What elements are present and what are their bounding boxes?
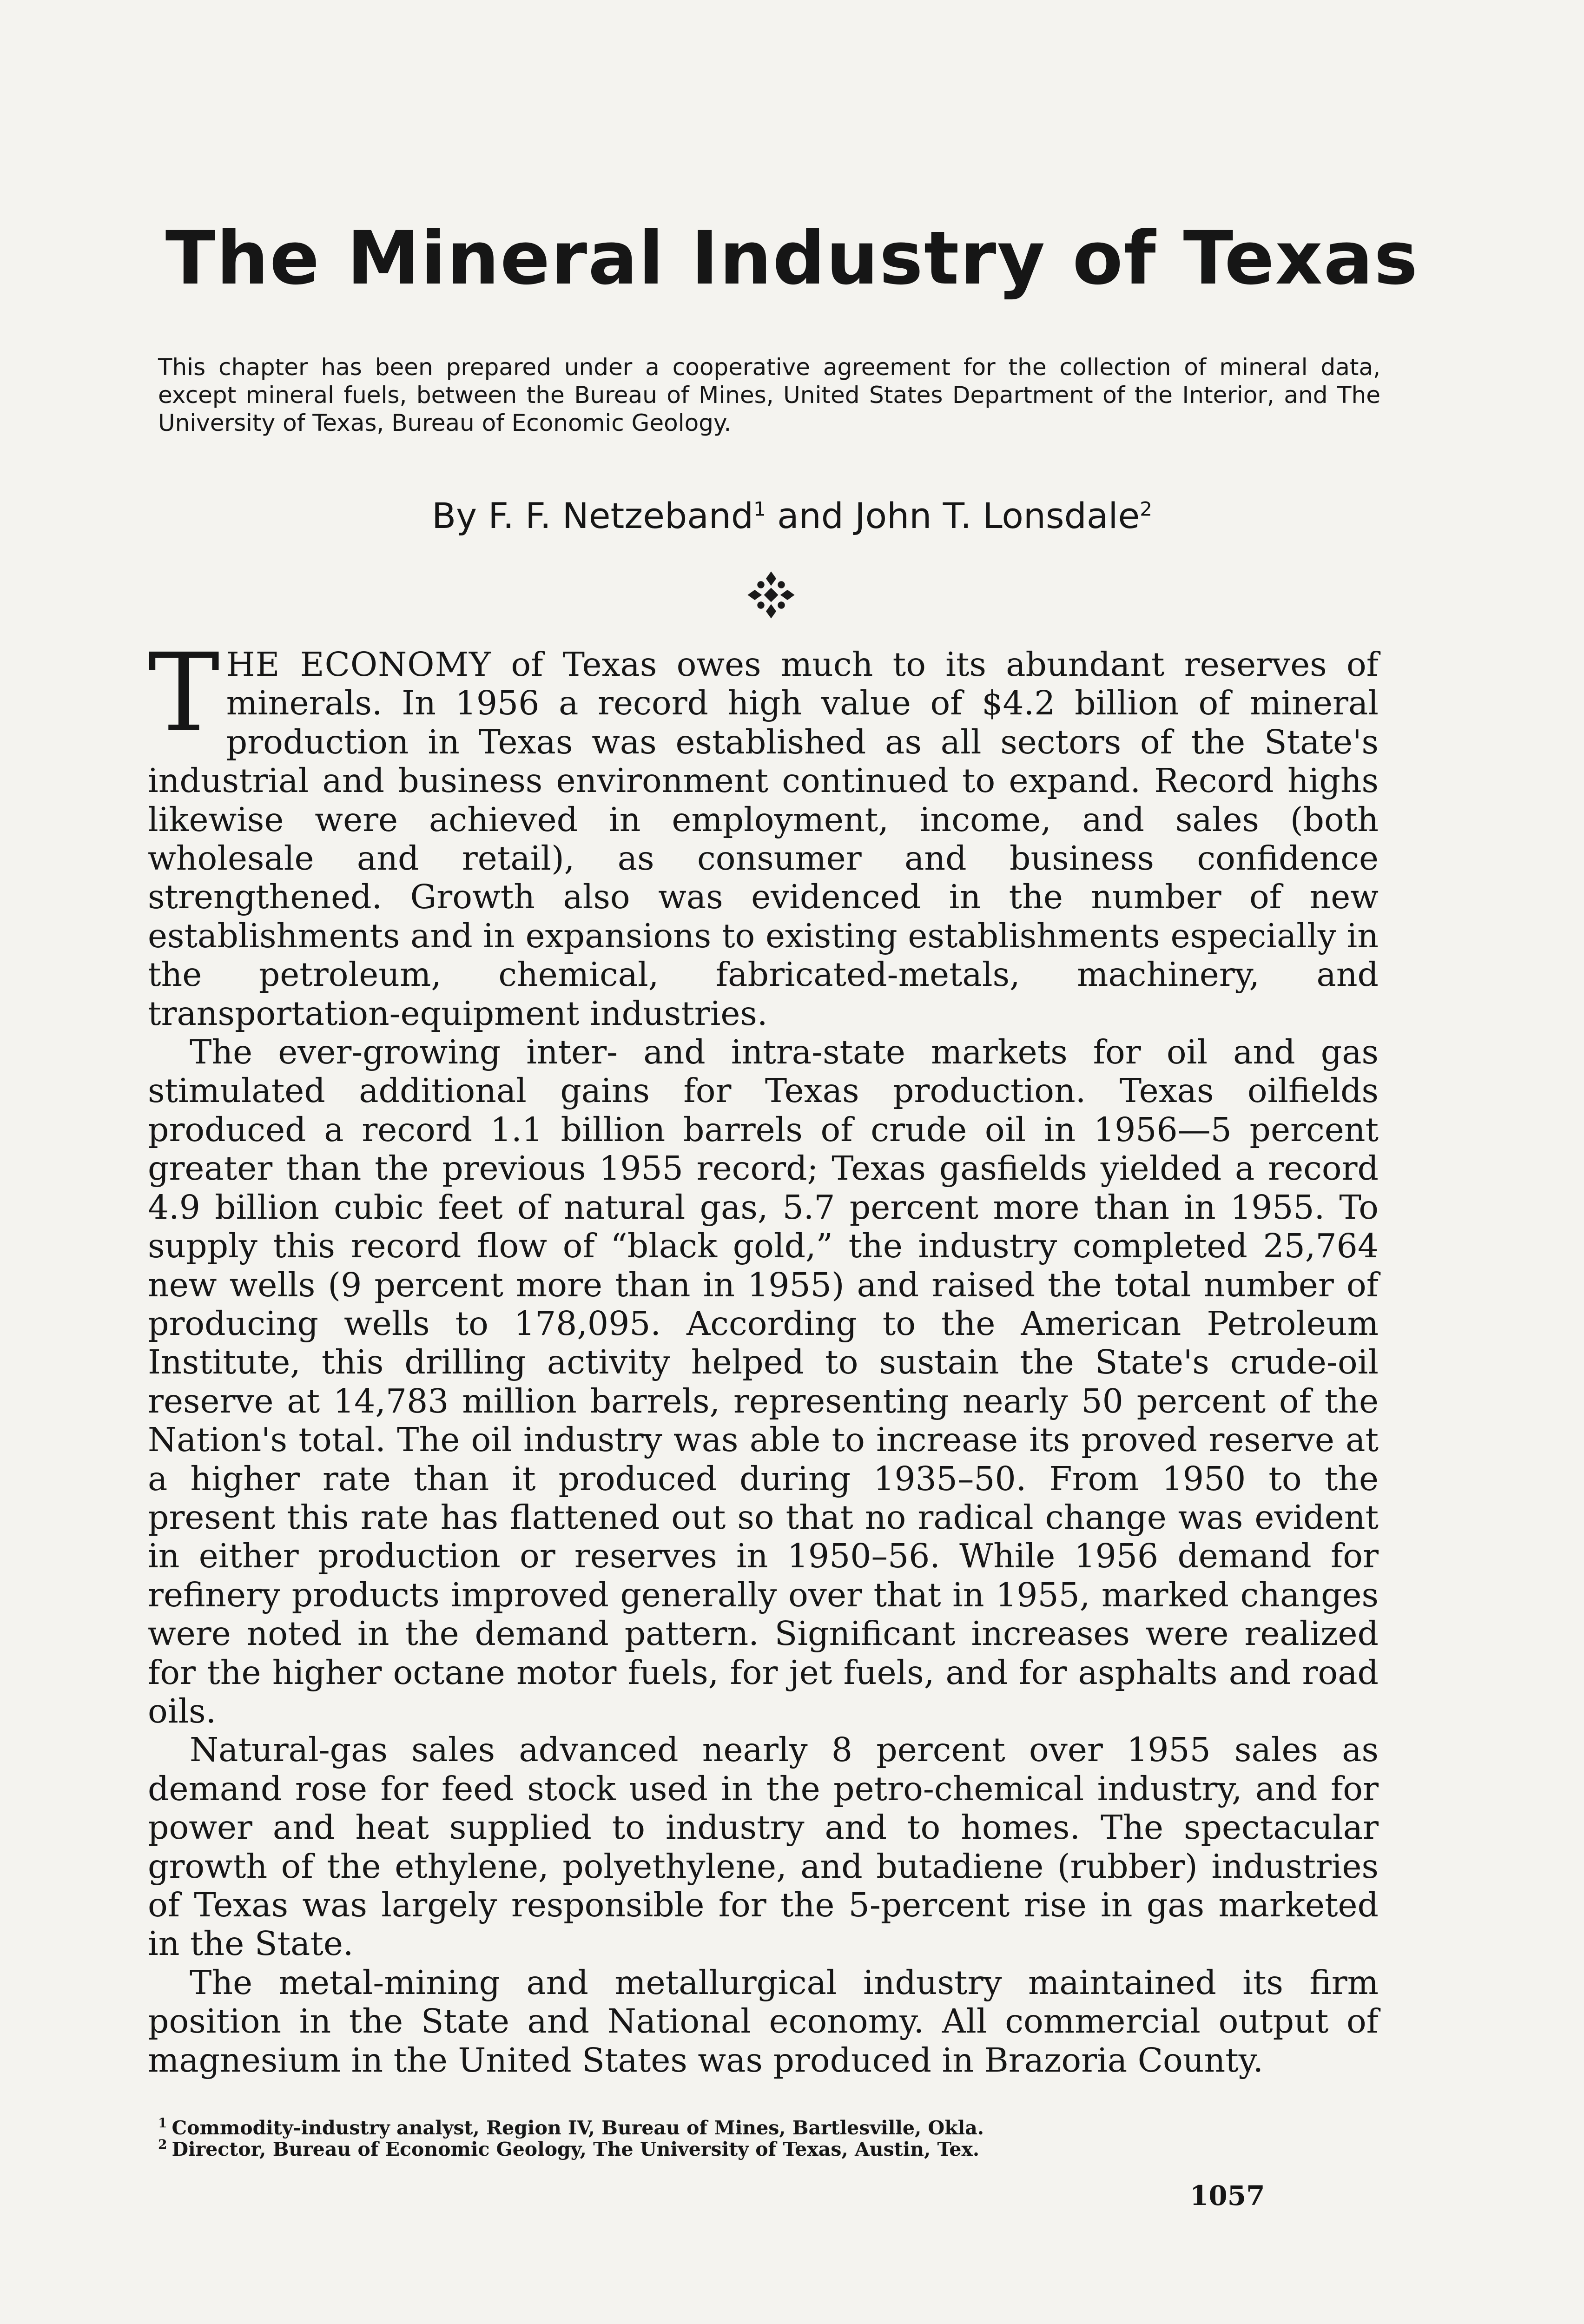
lead-paragraph <box>148 630 1379 1033</box>
author-1: By F. F. Netzeband <box>431 495 754 536</box>
lead-text: of Texas owes much to its abundant reserves of minerals. In 1956 a record high value of $4.2 billion of mineral production in Texas was established as all sectors of the State's industrial and business environment continued to expand. Record highs likewise were achieved in employment, income, and sales (both wholesale and retail), as consumer and business confidence strengthened. Growth also was evidenced in the number of new establishments and in expansions to existing establishments especially in the petroleum, chemical, fabricated-metals, machinery, and transportation-equipment industries. <box>148 645 1379 1033</box>
page-title: The Mineral Industry of Texas <box>165 216 1419 301</box>
footnote-ref-2: 2 <box>1140 497 1153 521</box>
footnote-mark-1: 1 <box>158 2115 167 2131</box>
article-body <box>148 630 1379 2080</box>
byline <box>0 495 1584 536</box>
chapter-note: This chapter has been prepared under a cooperative agreement for the collection of mineral data, except mineral fuels, between the Bureau of Mines, United States Department of the Interior, and The University of Texas, Bureau of Economic Geology. <box>158 354 1380 436</box>
drop-cap: T <box>148 630 220 756</box>
footnote-text-1: Commodity-industry analyst, Region IV, Bureau of Mines, Bartlesville, Okla. <box>172 2117 984 2139</box>
footnote-ref-1: 1 <box>753 497 766 521</box>
footnote-text-2: Director, Bureau of Economic Geology, The University of Texas, Austin, Tex. <box>172 2138 980 2160</box>
lead-caps: HE ECONOMY <box>226 645 492 684</box>
diamond-fleuron-icon <box>746 569 797 621</box>
footnote-mark-2: 2 <box>158 2137 167 2152</box>
author-2: and John T. Lonsdale <box>766 495 1140 536</box>
footnote-1 <box>158 2117 1366 2139</box>
page-number: 1057 <box>1190 2180 1265 2212</box>
footnotes <box>158 2117 1366 2160</box>
paragraph-natural-gas: Natural-gas sales advanced nearly 8 percent over 1955 sales as demand rose for feed stock used in the petro-chemical industry, and for power and heat supplied to industry and to homes. The spectacular growth of the ethylene, polyethylene, and butadiene (rubber) industries of Texas was largely responsible for the 5-percent rise in gas marketed in the State. <box>148 1730 1379 1963</box>
footnote-2 <box>158 2139 1366 2160</box>
paragraph-oil-gas: The ever-growing inter- and intra-state markets for oil and gas stimulated additional gains for Texas production. Texas oilfields produced a record 1.1 billion barrels of crude oil in 1956—5 percent greater than the previous 1955 record; Texas gasfields yielded a record 4.9 billion cubic feet of natural gas, 5.7 percent more than in 1955. To supply this record flow of “black gold,” the industry completed 25,764 new wells (9 percent more than in 1955) and raised the total number of producing wells to 178,095. According to the American Petroleum Institute, this drilling activity helped to sustain the State's crude-oil reserve at 14,783 million barrels, representing nearly 50 percent of the Nation's total. The oil industry was able to increase its proved reserve at a higher rate than it produced during 1935–50. From 1950 to the present this rate has flattened out so that no radical change was evident in either production or reserves in 1950–56. While 1956 demand for refinery products improved generally over that in 1955, marked changes were noted in the demand pattern. Significant increases were realized for the higher octane motor fuels, for jet fuels, and for asphalts and road oils. <box>148 1033 1379 1730</box>
paragraph-metal-mining: The metal-mining and metallurgical industry maintained its firm position in the State and National economy. All commercial output of magnesium in the United States was produced in Brazoria County. <box>148 1963 1379 2080</box>
